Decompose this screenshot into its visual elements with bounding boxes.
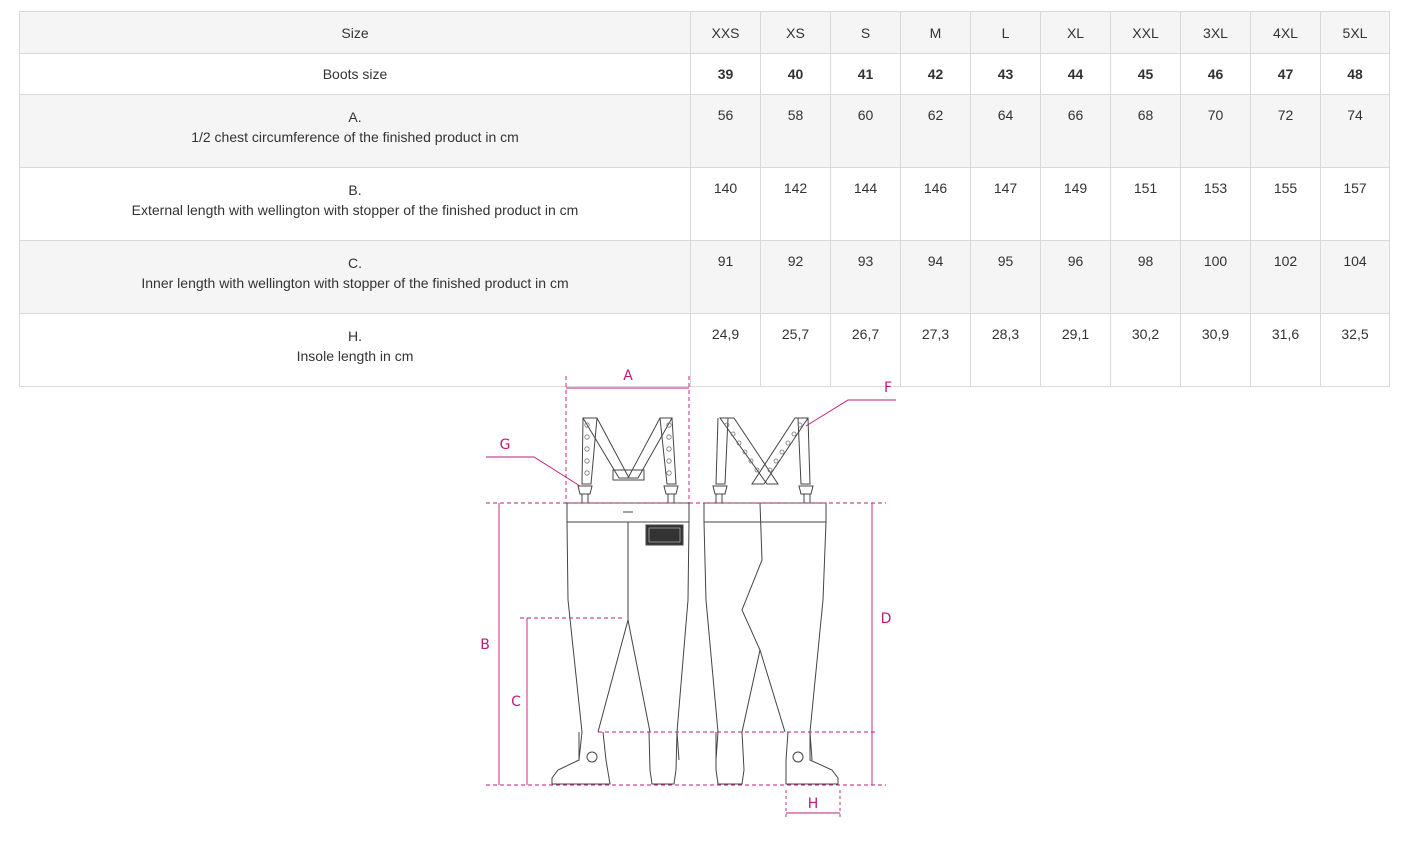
size-cell: L: [971, 12, 1041, 54]
measurement-label: [20, 241, 691, 314]
measurement-cell: 30,2: [1111, 314, 1181, 387]
label-g: G: [499, 437, 511, 453]
size-cell: 3XL: [1181, 12, 1251, 54]
boots-size-cell: 46: [1181, 54, 1251, 95]
boots-size-cell: 47: [1251, 54, 1321, 95]
size-cell: 5XL: [1321, 12, 1390, 54]
measurement-cell: 29,1: [1041, 314, 1111, 387]
measurement-desc: Insole length in cm: [296, 348, 414, 364]
measurement-cell: 91: [691, 241, 761, 314]
boots-size-cell: 48: [1321, 54, 1390, 95]
measurement-desc: 1/2 chest circumference of the finished product in cm: [191, 129, 519, 145]
size-cell: XS: [761, 12, 831, 54]
label-b: B: [480, 637, 490, 653]
measurement-cell: 62: [901, 95, 971, 168]
measurement-row-b: [20, 168, 1390, 241]
measurement-desc: Inner length with wellington with stopper of the finished product in cm: [141, 275, 569, 291]
measurement-cell: 100: [1181, 241, 1251, 314]
measurement-row-c: [20, 241, 1390, 314]
size-table: [19, 11, 1390, 387]
measurement-cell: 142: [761, 168, 831, 241]
measurement-cell: 94: [901, 241, 971, 314]
measurement-cell: 144: [831, 168, 901, 241]
measurement-cell: 153: [1181, 168, 1251, 241]
boots-size-cell: 39: [691, 54, 761, 95]
label-d: D: [880, 611, 892, 627]
size-cell: XL: [1041, 12, 1111, 54]
measurement-code: B.: [348, 182, 362, 198]
measurement-cell: 155: [1251, 168, 1321, 241]
boots-size-label: Boots size: [20, 54, 691, 95]
measurement-cell: 72: [1251, 95, 1321, 168]
label-c: C: [511, 694, 521, 710]
measurement-desc: External length with wellington with stopper of the finished product in cm: [131, 202, 579, 218]
measurement-code: H.: [348, 328, 362, 344]
measurement-cell: 151: [1111, 168, 1181, 241]
measurement-cell: 32,5: [1321, 314, 1390, 387]
measurement-cell: 147: [971, 168, 1041, 241]
measurement-cell: 31,6: [1251, 314, 1321, 387]
label-a: A: [623, 368, 633, 384]
measurement-cell: 26,7: [831, 314, 901, 387]
measurement-cell: 93: [831, 241, 901, 314]
measurement-guides: [486, 376, 896, 818]
measurement-code: C.: [348, 255, 362, 271]
size-cell: XXS: [691, 12, 761, 54]
measurement-cell: 60: [831, 95, 901, 168]
measurement-cell: 95: [971, 241, 1041, 314]
waders-back-view: [704, 418, 838, 784]
boots-size-cell: 43: [971, 54, 1041, 95]
boots-size-cell: 40: [761, 54, 831, 95]
size-header-label: Size: [20, 12, 691, 54]
waders-front-view: [552, 418, 689, 784]
measurement-cell: 157: [1321, 168, 1390, 241]
measurement-cell: 25,7: [761, 314, 831, 387]
measurement-cell: 28,3: [971, 314, 1041, 387]
label-f: F: [883, 380, 893, 396]
measurement-code: A.: [348, 109, 362, 125]
measurement-cell: 98: [1111, 241, 1181, 314]
measurement-cell: 24,9: [691, 314, 761, 387]
measurement-cell: 104: [1321, 241, 1390, 314]
measurement-cell: 27,3: [901, 314, 971, 387]
measurement-cell: 58: [761, 95, 831, 168]
measurement-cell: 64: [971, 95, 1041, 168]
size-cell: XXL: [1111, 12, 1181, 54]
boots-size-cell: 41: [831, 54, 901, 95]
label-h: H: [807, 796, 819, 812]
boots-size-row: [20, 54, 1390, 95]
boots-size-cell: 44: [1041, 54, 1111, 95]
measurement-cell: 70: [1181, 95, 1251, 168]
size-cell: 4XL: [1251, 12, 1321, 54]
measurement-row-a: [20, 95, 1390, 168]
measurement-label: [20, 168, 691, 241]
measurement-cell: 146: [901, 168, 971, 241]
boots-size-cell: 42: [901, 54, 971, 95]
size-cell: M: [901, 12, 971, 54]
measurement-cell: 140: [691, 168, 761, 241]
measurement-cell: 96: [1041, 241, 1111, 314]
size-header-row: [20, 12, 1390, 54]
measurement-cell: 74: [1321, 95, 1390, 168]
waders-measurement-diagram: [470, 360, 910, 830]
measurement-cell: 149: [1041, 168, 1111, 241]
measurement-cell: 66: [1041, 95, 1111, 168]
measurement-cell: 30,9: [1181, 314, 1251, 387]
size-cell: S: [831, 12, 901, 54]
boots-size-cell: 45: [1111, 54, 1181, 95]
measurement-cell: 56: [691, 95, 761, 168]
measurement-cell: 92: [761, 241, 831, 314]
measurement-label: [20, 95, 691, 168]
measurement-cell: 102: [1251, 241, 1321, 314]
measurement-cell: 68: [1111, 95, 1181, 168]
